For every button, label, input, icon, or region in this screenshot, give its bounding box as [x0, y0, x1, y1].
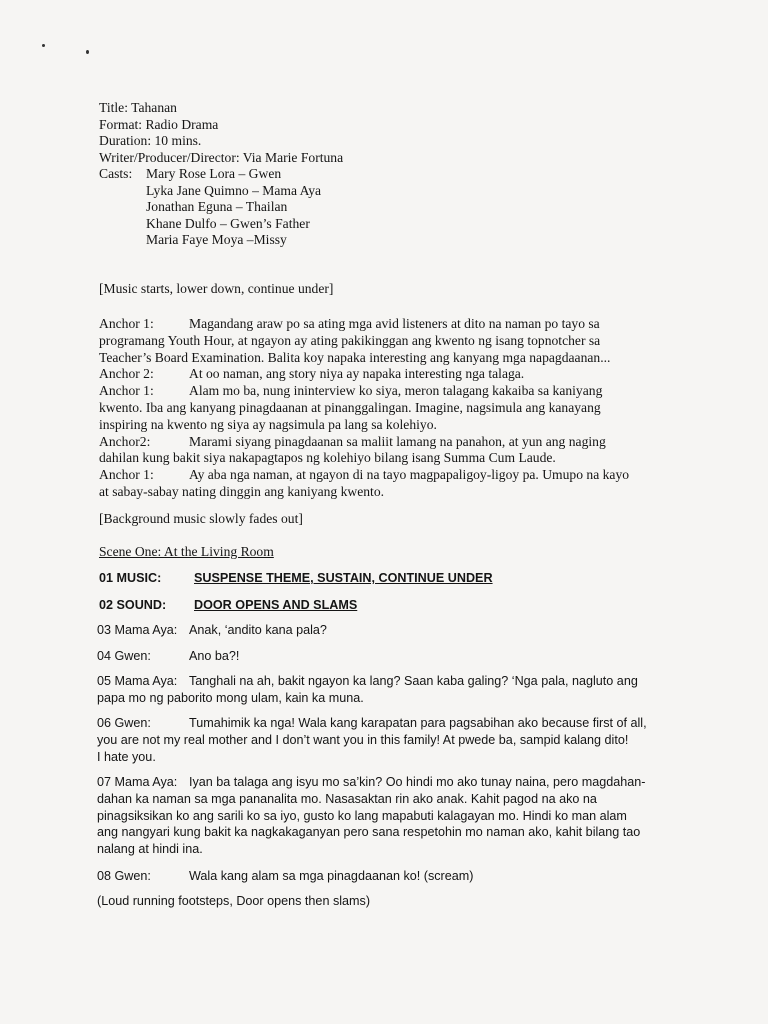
sound-cue — [99, 597, 357, 614]
script-speaker: 03 Mama Aya: — [97, 623, 178, 637]
script-line — [97, 715, 677, 765]
scan-speck — [42, 44, 45, 47]
anchor-speaker: Anchor 2: — [99, 366, 154, 382]
script-text: nalang at hindi ina. — [97, 842, 203, 857]
anchor-text: Magandang araw po sa ating mga avid listeners at dito na naman po tayo sa — [189, 316, 600, 331]
cast-item: Jonathan Eguna – Thailan — [146, 199, 288, 214]
script-text: I hate you. — [97, 749, 156, 764]
anchor-dialogue — [99, 316, 671, 501]
anchor-text: at sabay-sabay nating dinggin ang kaniyang kwento. — [99, 483, 385, 499]
duration-line: Duration: 10 mins. — [99, 133, 202, 148]
cast-list — [146, 166, 321, 249]
anchor-text: Marami siyang pinagdaanan sa maliit lamang na panahon, at yun ang naging — [189, 433, 606, 449]
casts-label: Casts: — [99, 166, 133, 181]
anchor-text: Teacher’s Board Examination. Balita koy napaka interesting ang kanyang mga napagdaanan... — [99, 349, 611, 365]
script-text: Iyan ba talaga ang isyu mo sa’kin? Oo hindi mo ako tunay naina, pero magdahan- — [189, 775, 646, 789]
script-line — [97, 774, 677, 858]
scene-heading: Scene One: At the Living Room — [99, 544, 274, 559]
script-text: Tanghali na ah, bakit ngayon ka lang? Saan kaba galing? ‘Nga pala, nagluto ang — [189, 674, 638, 688]
anchor-speaker: Anchor 1: — [99, 383, 154, 399]
anchor-text: inspiring na kwento ng siya ay nagsimula pa lang sa kolehiyo. — [99, 416, 437, 432]
script-text: Wala kang alam sa mga pinagdaanan ko! (scream) — [189, 869, 474, 883]
script-text: Ano ba?! — [189, 649, 240, 663]
anchor-line — [99, 316, 671, 333]
script-speaker: 07 Mama Aya: — [97, 775, 178, 789]
anchor-text: Ay aba nga naman, at ngayon di na tayo magpapaligoy-ligoy pa. Umupo na kayo — [189, 467, 630, 483]
script-text: Anak, ‘andito kana pala? — [189, 623, 327, 637]
anchor-line — [99, 383, 671, 400]
anchor-text: programang Youth Hour, at ngayon ay ating pakikinggan ang kwento ng isang topnotcher sa — [99, 332, 601, 348]
script-line — [97, 868, 677, 885]
casts-block — [99, 166, 659, 249]
anchor-line — [99, 434, 671, 451]
script-text: Tumahimik ka nga! Wala kang karapatan para pagsabihan ako because first of all, — [189, 716, 647, 730]
anchor-speaker: Anchor 1: — [99, 316, 154, 331]
anchor-line — [99, 366, 671, 383]
anchor-speaker: Anchor 1: — [99, 467, 154, 483]
cast-item: Mary Rose Lora – Gwen — [146, 166, 282, 181]
music-direction: [Music starts, lower down, continue under] — [99, 281, 334, 296]
cast-item: Lyka Jane Quimno – Mama Aya — [146, 182, 322, 198]
anchor-text: kwento. Iba ang kanyang pinagdaanan at pinanggalingan. Imagine, nagsimula ang kanayang — [99, 399, 601, 415]
anchor-speaker: Anchor2: — [99, 433, 151, 449]
script-text: you are not my real mother and I don’t want you in this family! At pwede ba, sampid kalang dito! — [97, 732, 629, 747]
title-line: Title: Tahanan — [99, 100, 177, 115]
anchor-text: At oo naman, ang story niya ay napaka interesting nga talaga. — [189, 366, 525, 382]
script-speaker: 06 Gwen: — [97, 716, 151, 730]
scan-speck — [86, 50, 89, 54]
script-line — [97, 622, 677, 639]
music-cue — [99, 570, 493, 587]
cue-number: 02 SOUND: — [99, 598, 167, 612]
script-text: dahan ka naman sa mga pananalita mo. Nasasaktan rin ako anak. Kahit pagod na ako na — [97, 791, 597, 806]
format-line: Format: Radio Drama — [99, 116, 219, 132]
anchor-line — [99, 467, 671, 484]
script-speaker: 08 Gwen: — [97, 869, 151, 883]
script-speaker: 04 Gwen: — [97, 649, 151, 663]
cue-text: DOOR OPENS AND SLAMS — [194, 598, 358, 612]
stage-direction: (Loud running footsteps, Door opens then slams) — [97, 894, 371, 908]
anchor-text: Alam mo ba, nung ininterview ko siya, meron talagang kakaiba sa kaniyang — [189, 383, 603, 399]
script-text: papa mo ng paborito mong ulam, kain ka muna. — [97, 690, 364, 705]
script-line — [97, 648, 677, 665]
script-text: pinagsiksikan ko ang sarili ko sa iyo, gusto ko lang mapabuti kalagayan mo. Hindi ko man alam — [97, 808, 627, 823]
script-text: ang nangyari kung bakit ka nagkakaganyan pero sana respetohin mo naman ako, kahit bilang tao — [97, 825, 641, 840]
script-header — [99, 100, 659, 249]
writer-line: Writer/Producer/Director: Via Marie Fortuna — [99, 149, 344, 165]
script-speaker: 05 Mama Aya: — [97, 674, 178, 688]
anchor-text: dahilan kung bakit siya nakapagtapos ng kolehiyo bilang isang Summa Cum Laude. — [99, 450, 556, 466]
cue-number: 01 MUSIC: — [99, 571, 162, 585]
script-line — [97, 673, 677, 707]
cast-item: Khane Dulfo – Gwen’s Father — [146, 215, 310, 231]
cue-text: SUSPENSE THEME, SUSTAIN, CONTINUE UNDER — [194, 571, 493, 585]
background-music-direction: [Background music slowly fades out] — [99, 511, 303, 526]
cast-item: Maria Faye Moya –Missy — [146, 232, 287, 247]
